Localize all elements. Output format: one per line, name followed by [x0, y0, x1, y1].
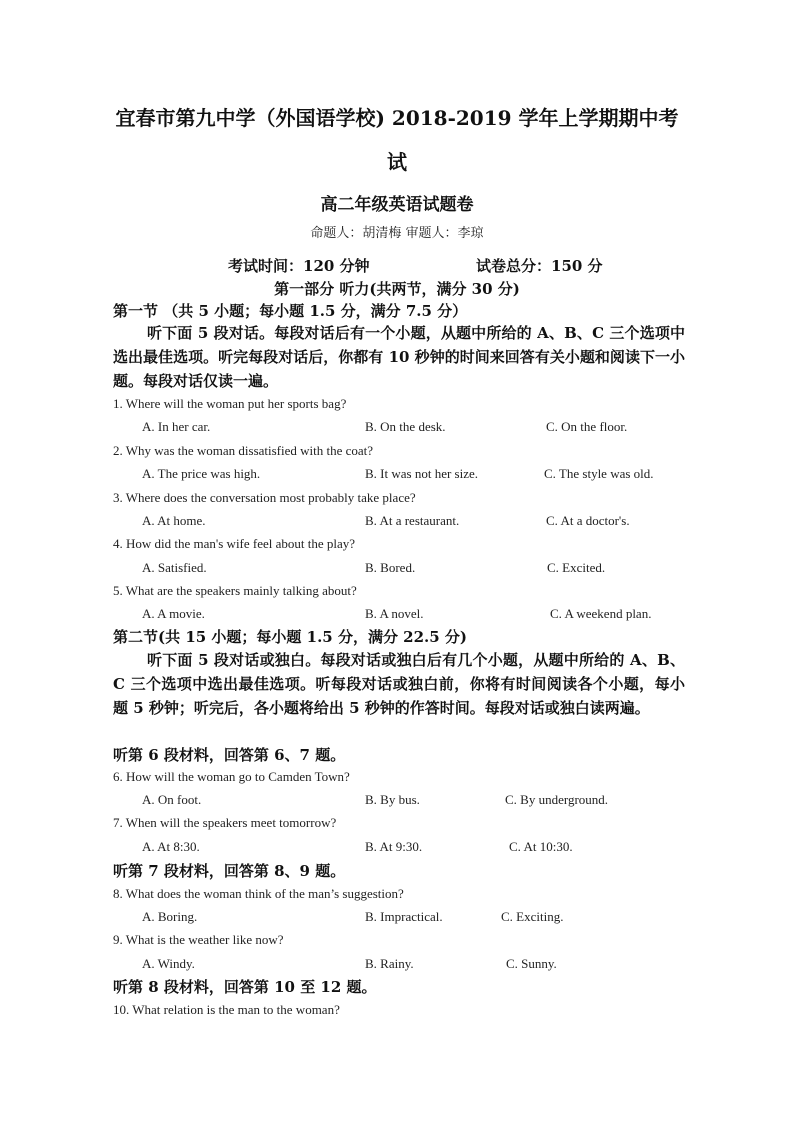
- question-5-option-a: A. A movie.: [142, 606, 205, 621]
- question-5: 5. What are the speakers mainly talking about?: [113, 583, 357, 598]
- question-4: 4. How did the man's wife feel about the play?: [113, 536, 356, 551]
- section2-title: 第二节(共 15 小题；每小题 1.5 分，满分 22.5 分): [113, 628, 468, 646]
- question-8: 8. What does the woman think of the man’s suggestion?: [113, 886, 404, 901]
- question-1-option-b: B. On the desk.: [365, 419, 446, 434]
- question-4-option-a: A. Satisfied.: [142, 560, 207, 575]
- question-2-option-c: C. The style was old.: [544, 466, 654, 481]
- exam-authors: 命题人：胡清梅 审题人：李琼: [310, 226, 484, 241]
- question-8-option-b: B. Impractical.: [365, 909, 443, 924]
- question-5-option-c: C. A weekend plan.: [550, 606, 652, 621]
- exam-score: 试卷总分：150 分: [476, 257, 603, 275]
- question-2: 2. Why was the woman dissatisfied with the coat?: [113, 443, 374, 458]
- question-1-option-c: C. On the floor.: [546, 419, 628, 434]
- question-2-option-b: B. It was not her size.: [365, 466, 479, 481]
- question-2-option-a: A. The price was high.: [142, 466, 261, 481]
- section1-instructions: 听下面 5 段对话。每段对话后有一个小题，从题中所给的 A、B、C 三个选项中选出最佳选项。听完每段对话后，你都有 10 秒钟的时间来回答有关小题和阅读下一小题。每段对话仅读一遍。: [113, 324, 685, 390]
- exam-title-line2: 试: [387, 150, 407, 174]
- question-9: 9. What is the weather like now?: [113, 932, 284, 947]
- material-8-heading: 听第 8 段材料，回答第 10 至 12 题。: [113, 978, 377, 996]
- question-3-option-c: C. At a doctor's.: [546, 513, 630, 528]
- question-1: 1. Where will the woman put her sports bag?: [113, 396, 347, 411]
- exam-time: 考试时间：120 分钟: [228, 257, 370, 275]
- question-4-option-b: B. Bored.: [365, 560, 416, 575]
- question-7-option-a: A. At 8:30.: [142, 839, 200, 854]
- question-7-option-b: B. At 9:30.: [365, 839, 423, 854]
- material-7-heading: 听第 7 段材料，回答第 8、9 题。: [113, 862, 346, 880]
- question-1-option-a: A. In her car.: [142, 419, 211, 434]
- question-8-option-a: A. Boring.: [142, 909, 198, 924]
- question-9-option-b: B. Rainy.: [365, 956, 414, 971]
- question-7: 7. When will the speakers meet tomorrow?: [113, 815, 337, 830]
- question-5-option-b: B. A novel.: [365, 606, 424, 621]
- section2-instructions: 听下面 5 段对话或独白。每段对话或独白后有几个小题，从题中所给的 A、B、C 三个选项中选出最佳选项。听每段对话或独白前，你将有时间阅读各个小题，每小题 5 秒钟；听完后，各小题将给出 5 秒钟的作答时间。每段对话或独白读两遍。: [113, 651, 685, 717]
- section1-title: 第一节 （共 5 小题；每小题 1.5 分，满分 7.5 分）: [113, 302, 468, 320]
- question-8-option-c: C. Exciting.: [501, 909, 564, 924]
- question-9-option-c: C. Sunny.: [506, 956, 557, 971]
- material-6-heading: 听第 6 段材料，回答第 6、7 题。: [113, 746, 346, 764]
- part1-title: 第一部分 听力(共两节，满分 30 分): [274, 280, 520, 298]
- question-7-option-c: C. At 10:30.: [509, 839, 573, 854]
- exam-subtitle: 高二年级英语试题卷: [320, 195, 474, 215]
- question-6-option-a: A. On foot.: [142, 792, 202, 807]
- question-9-option-a: A. Windy.: [142, 956, 195, 971]
- question-6-option-b: B. By bus.: [365, 792, 420, 807]
- question-6-option-c: C. By underground.: [505, 792, 609, 807]
- question-6: 6. How will the woman go to Camden Town?: [113, 769, 350, 784]
- question-4-option-c: C. Excited.: [547, 560, 606, 575]
- question-3-option-b: B. At a restaurant.: [365, 513, 460, 528]
- question-3-option-a: A. At home.: [142, 513, 206, 528]
- question-10: 10. What relation is the man to the woman?: [113, 1002, 340, 1017]
- exam-title-line1: 宜春市第九中学（外国语学校) 2018-2019 学年上学期期中考: [115, 106, 679, 130]
- question-3: 3. Where does the conversation most probably take place?: [113, 490, 416, 505]
